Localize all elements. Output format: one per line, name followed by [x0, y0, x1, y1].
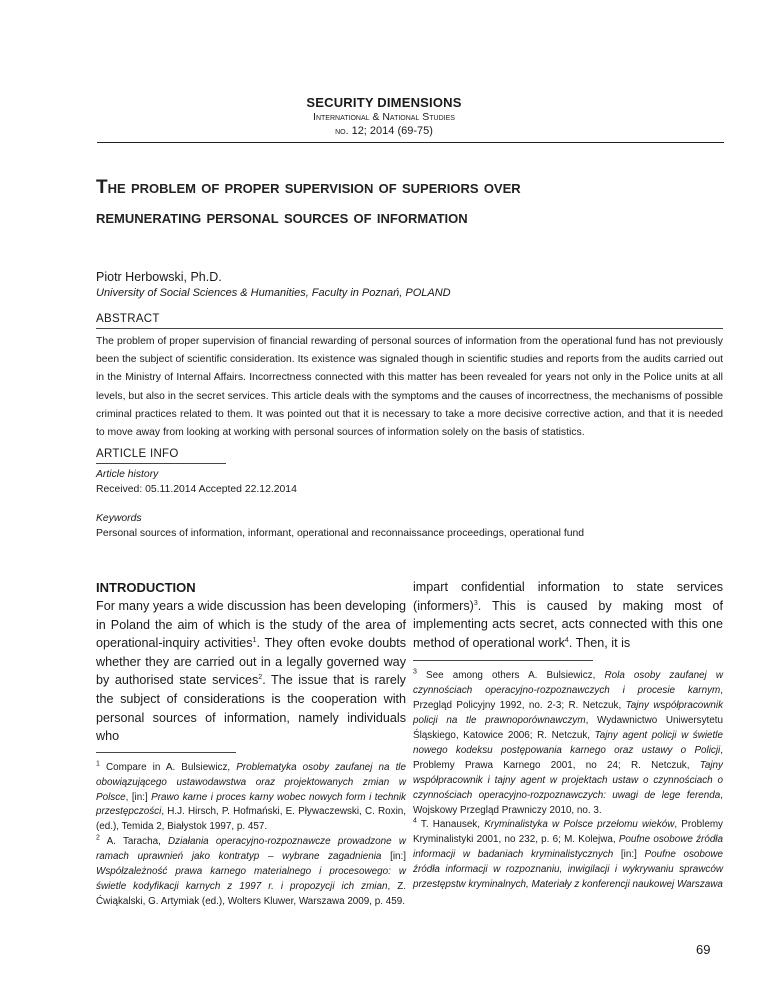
- footnote-2-e: , Z. Ćwiąkalski, G. Artymiak (ed.), Wolters Kluwer, Warszawa 2009, p. 459.: [96, 881, 407, 907]
- footnote-3-c: , Przegląd Policyjny 1992, no. 2-3; R. Netczuk,: [413, 685, 723, 712]
- left-column: [96, 578, 406, 910]
- keywords-text: Personal sources of information, informant, operational and reconnaissance proceedings, operational fund: [96, 528, 585, 539]
- footnote-1-a: Compare in A. Bulsiewicz,: [99, 761, 237, 773]
- footnote-3-f: Tajny agent policji w świetle nowego kodeksu postępowania karnego oraz ustawy o Policji: [413, 730, 723, 756]
- author-name: Piotr Herbowski, Ph.D.: [96, 270, 222, 284]
- intro-text-1b: . They often evoke doubts whether they are carried out in a legally governed way by authorised state services: [96, 636, 406, 688]
- footnote-3-number: 3: [413, 669, 417, 677]
- footnote-3-h: Tajny współpracownik i tajny agent w projektach ustaw o czynnościach o czynnościach operacyjno-rozpoznawczych: uwagi de lege ferenda: [413, 759, 723, 801]
- author-affiliation: University of Social Sciences & Humanities, Faculty in Poznań, POLAND: [96, 287, 451, 299]
- footnote-ref-2: 2: [258, 674, 263, 682]
- footnote-4-a: T. Hanausek,: [416, 819, 485, 831]
- footnote-3-d: Tajny współpracownik policji na tle prawnoporównawczym: [413, 700, 724, 727]
- footnote-3-b: Rola osoby zaufanej w czynnościach operacyjno-rozpoznawczych i procesie karnym: [413, 670, 724, 697]
- intro-text-1a: For many years a wide discussion has been developing in Poland the aim of which is the study of the area of operational-inquiry activities: [96, 599, 406, 651]
- article-history-text: Received: 05.11.2014 Accepted 22.12.2014: [96, 484, 297, 495]
- intro-text-r1a: impart confidential information to state services (informers): [413, 580, 723, 613]
- footnote-4: [413, 818, 723, 893]
- footnote-ref-1: 1: [252, 637, 257, 644]
- footnote-1-c: , [in:]: [125, 791, 152, 803]
- footnote-2: [96, 835, 406, 910]
- footnote-3-g: , Problemy Prawa Karnego 2001, no 24; R. Netczuk,: [413, 744, 723, 771]
- footnote-2-c: [in:]: [381, 851, 406, 863]
- footnote-2-a: A. Taracha,: [99, 836, 169, 848]
- title-line-2: remunerating personal sources of information: [96, 207, 468, 228]
- footnote-2-d: Współzależność prawa karnego materialnego i procesowego: w świetle kodyfikacji karnych z 1997 r. i propozycji ich zmian: [96, 866, 406, 892]
- abstract-text: The problem of proper supervision of financial rewarding of personal sources of information from the operational fund has not previously been the subject of scientific consideration. Its existence was signaled though in scientific studies and reports from the audits carried out in the Ministry of Internal Affairs. Incorrectness connected with this matter has been revealed for years not only in the Police units at all levels, but also in the secret services. This article deals with the symptoms and the causes of incorrectness, the mechanisms of possible criminal practices related to them. It was pointed out that it is necessary to take a more decisive corrective action, and that it is needed to move away from looking at working with personal sources of information solely on the basis of statistics.: [96, 336, 723, 439]
- journal-subtitle: International & National Studies: [313, 111, 455, 123]
- page-number: 69: [696, 942, 711, 957]
- right-column: [413, 578, 723, 893]
- footnote-4-e: [in:]: [613, 849, 645, 861]
- footnote-4-number: 4: [413, 818, 417, 826]
- footnote-3-i: , Wojskowy Przegląd Prawniczy 2010, no. 3.: [413, 789, 723, 816]
- journal-issue: [0, 125, 768, 137]
- article-info-label: ARTICLE INFO: [96, 448, 179, 460]
- footnote-4-b: Kryminalistyka w Polsce przełomu wieków: [484, 819, 675, 831]
- introduction-heading: INTRODUCTION: [96, 580, 196, 595]
- footnote-3-e: , Wydawnictwo Uniwersytetu Śląskiego, Katowice 2006; R. Netczuk,: [413, 715, 723, 741]
- footnote-1: [96, 761, 406, 836]
- issue-text: 12; 2014 (69-75): [348, 125, 433, 137]
- footnote-2-b: Działania operacyjno-rozpoznawcze prowadzone w ramach uprawnień jako kontratyp – wybrane zagadnienia: [96, 836, 406, 863]
- footnote-3: [413, 669, 723, 818]
- footnote-1-number: 1: [96, 760, 100, 768]
- footnote-2-number: 2: [96, 834, 100, 842]
- article-info-rule: [96, 463, 226, 464]
- footnote-rule-right: [413, 660, 593, 661]
- keywords-label: Keywords: [96, 513, 142, 524]
- footnote-4-d: Poufne osobowe źródła informacji w badaniach kryminalistycznych: [413, 834, 723, 861]
- journal-name: SECURITY DIMENSIONS: [306, 95, 462, 110]
- issue-prefix: no.: [335, 125, 349, 137]
- abstract-rule: [96, 328, 723, 329]
- intro-text-1c: . The issue that is rarely the subject of considerations is the cooperation with personal sources of information, namely individuals who: [96, 673, 406, 744]
- footnote-1-b: Problematyka osoby zaufanej na tle obowiązującego ustawodawstwa oraz projektowanych zmian w Polsce: [96, 761, 406, 803]
- intro-paragraph-left: [96, 597, 406, 746]
- title-line-1: The problem of proper supervision of superiors over: [96, 177, 521, 198]
- footnote-4-c: , Problemy Kryminalistyki 2001, no 232, p. 6; M. Kolejwa,: [413, 819, 723, 846]
- intro-paragraph-right: [413, 578, 723, 652]
- footnote-3-a: See among others A. Bulsiewicz,: [416, 670, 605, 682]
- abstract-label: ABSTRACT: [96, 313, 160, 325]
- footnote-rule-left: [96, 752, 236, 753]
- footnote-1-d: Prawo karne i proces karny wobec nowych form i technik przestępczości: [96, 791, 406, 818]
- footnote-ref-4: 4: [564, 636, 569, 644]
- footnote-1-e: , H.J. Hirsch, P. Hofmański, E. Pływaczewski, C. Roxin, (ed.), Temida 2, Białystok 1997, p. 457.: [96, 806, 406, 833]
- intro-text-r1c: . Then, it is: [568, 635, 631, 650]
- footnote-4-f: Poufne osobowe źródła informacji w rozpoznaniu, inwigilacji i wykrywaniu sprawców przestępstw kryminalnych, Materiały z konferencji naukowej Warszawa: [413, 849, 724, 891]
- footnote-ref-3: 3: [473, 599, 478, 607]
- intro-text-r1b: . This is caused by making most of implementing acts secret, acts connected with this one method of operational work: [413, 598, 723, 650]
- article-history-label: Article history: [96, 469, 159, 480]
- header-rule: [97, 142, 724, 143]
- article-title: [96, 173, 736, 233]
